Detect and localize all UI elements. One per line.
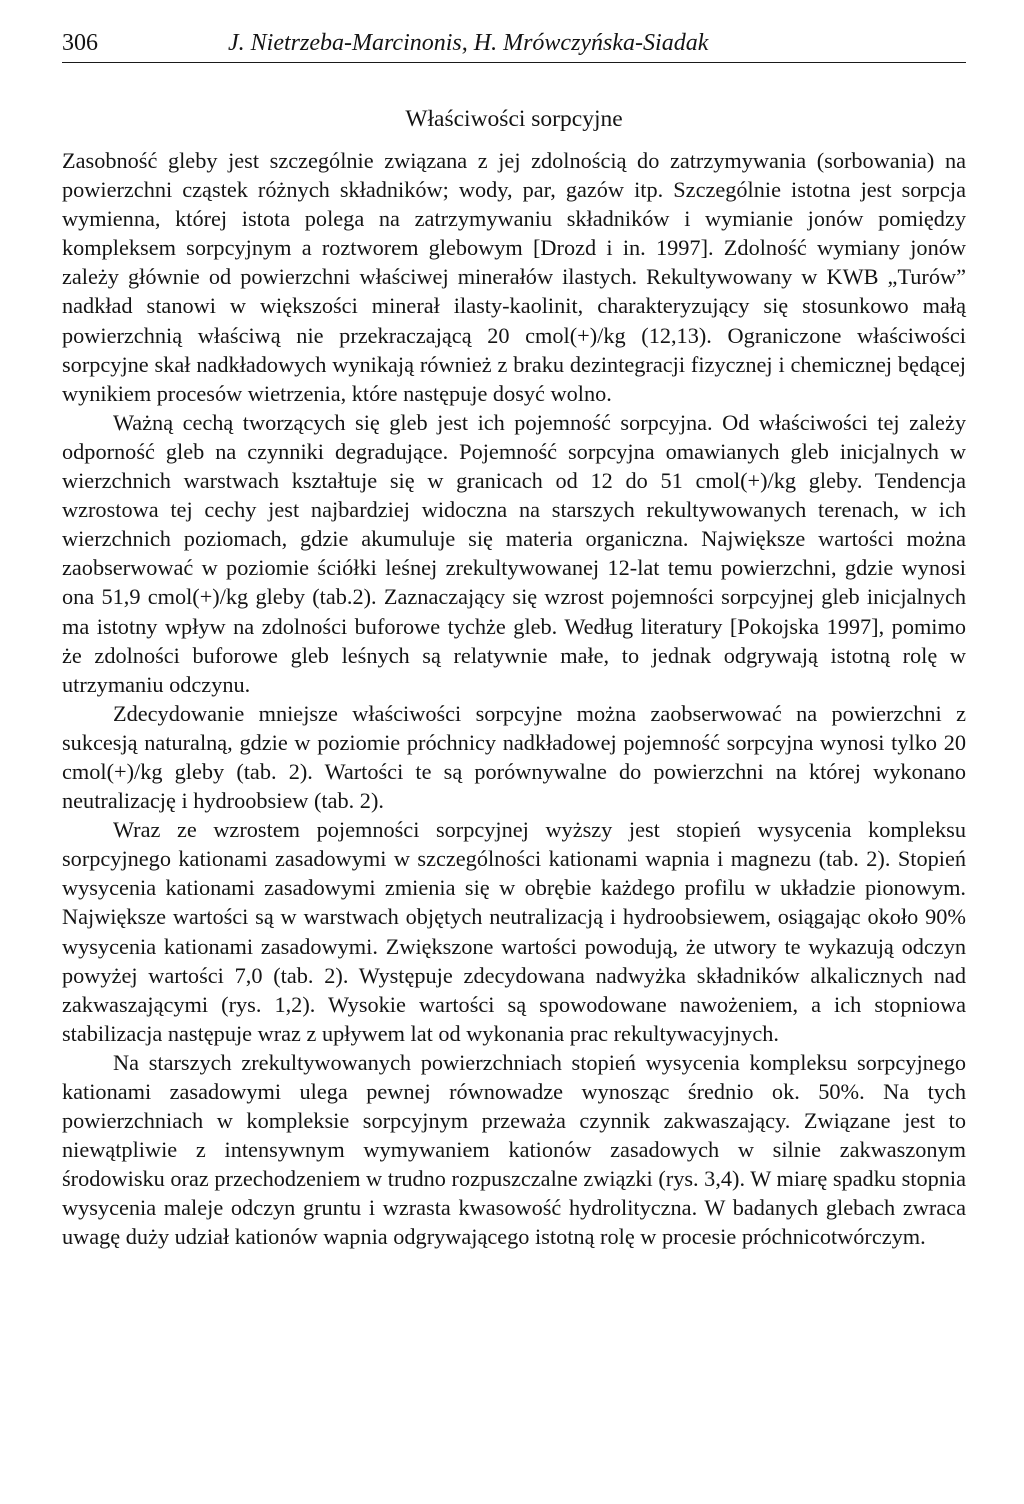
paragraph-4: Wraz ze wzrostem pojemności sorpcyjnej wyższy jest stopień wysycenia kompleksu sorpcyjnego kationami zasadowymi w szczególności kationami wapnia i magnezu (tab. 2). Stopień wysycenia kationami zasadowymi zmienia się w obrębie każdego profilu w układzie pionowym. Największe wartości są w warstwach objętych neutralizacją i hydroobsiewem, osiągając około 90% wysycenia kationami zasadowymi. Zwiększone wartości powodują, że utwory te wykazują odczyn powyżej wartości 7,0 (tab. 2). Występuje zdecydowana nadwyżka składników alkalicznych nad zakwaszającymi (rys. 1,2). Wysokie wartości są spowodowane nawożeniem, a ich stopniowa stabilizacja następuje wraz z upływem lat od wykonania prac rekultywacyjnych. [62, 817, 966, 1046]
paragraph-5: Na starszych zrekultywowanych powierzchniach stopień wysycenia kompleksu sorpcyjnego kationami zasadowymi ulega pewnej równowadze wynosząc średnio ok. 50%. Na tych powierzchniach w kompleksie sorpcyjnym przeważa czynnik zakwaszający. Związane jest to niewątpliwie z intensywnym wymywaniem kationów zasadowych w silnie zakwaszonym środowisku oraz przechodzeniem w trudno rozpuszczalne związki (rys. 3,4). W miarę spadku stopnia wysycenia maleje odczyn gruntu i wzrasta kwasowość hydrolityczna. W badanych glebach zwraca uwagę duży udział kationów wapnia odgrywającego istotną rolę w procesie próchnicotwórczym. [62, 1049, 966, 1250]
page [62, 24, 966, 1252]
section-title: Właściwości sorpcyjne [405, 106, 623, 132]
header-authors: J. Nietrzeba-Marcinonis, H. Mrówczyńska-Siadak [228, 30, 709, 56]
body-text [62, 146, 966, 1252]
paragraph-3: Zdecydowanie mniejsze właściwości sorpcyjne można zaobserwować na powierzchni z sukcesją naturalną, gdzie w poziomie próchnicy nadkładowej pojemność sorpcyjna wynosi tylko 20 cmol(+)/kg gleby (tab. 2). Wartości te są porównywalne do powierzchni na której wykonano neutralizację i hydroobsiew (tab. 2). [62, 700, 966, 814]
paragraph-1: Zasobność gleby jest szczególnie związana z jej zdolnością do zatrzymywania (sorbowania) na powierzchni cząstek różnych składników; wody, par, gazów itp. Szczególnie istotna jest sorpcja wymienna, której istota polega na zatrzymywaniu składników i wymianie jonów pomiędzy kompleksem sorpcyjnym a roztworem glebowym [Drozd i in. 1997]. Zdolność wymiany jonów zależy głównie od powierzchni właściwej minerałów ilastych. Rekultywowany w KWB „Turów” nadkład stanowi w większości minerał ilasty-kaolinit, charakteryzujący się stosunkowo małą powierzchnią właściwą nie przekraczającą 20 cmol(+)/kg (12,13). Ograniczone właściwości sorpcyjne skał nadkładowych wynikają również z braku dezintegracji fizycznej i chemicznej będącej wynikiem procesów wietrzenia, które następuje dosyć wolno. [62, 148, 966, 406]
running-header [62, 24, 966, 63]
page-number: 306 [62, 30, 98, 56]
paragraph-2: Ważną cechą tworzących się gleb jest ich pojemność sorpcyjna. Od właściwości tej zależy odporność gleb na czynniki degradujące. Pojemność sorpcyjna omawianych gleb inicjalnych w wierzchnich warstwach kształtuje się w granicach od 12 do 51 cmol(+)/kg gleby. Tendencja wzrostowa tej cechy jest najbardziej widoczna na starszych rekultywowanych terenach, w ich wierzchnich poziomach, gdzie akumuluje się materia organiczna. Największe wartości można zaobserwować w poziomie ściółki leśnej zrekultywowanej 12-lat temu powierzchni, gdzie wynosi ona 51,9 cmol(+)/kg gleby (tab.2). Zaznaczający się wzrost pojemności sorpcyjnej gleb inicjalnych ma istotny wpływ na zdolności buforowe tychże gleb. Według literatury [Pokojska 1997], pomimo że zdolności buforowe gleb leśnych są relatywnie małe, to jednak odgrywają istotną rolę w utrzymaniu odczynu. [62, 409, 966, 697]
